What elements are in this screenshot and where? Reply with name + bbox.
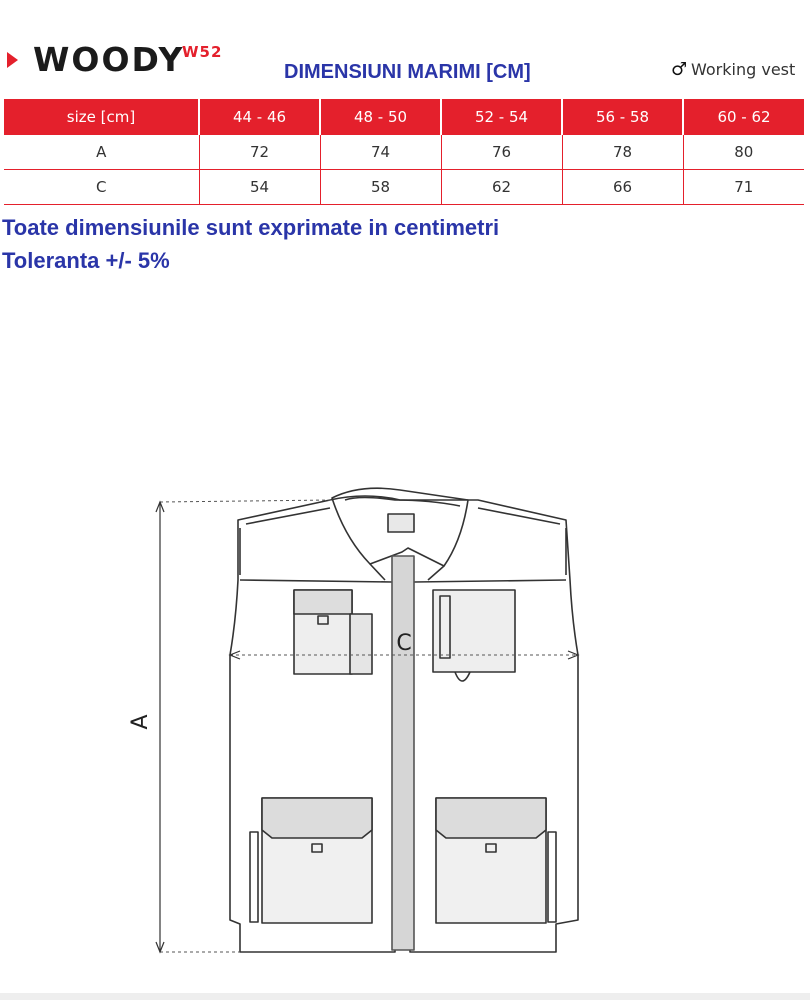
column-header: 56 - 58: [562, 99, 683, 135]
table-header-row: [4, 99, 804, 135]
product-code: W52: [182, 43, 223, 61]
tolerance-note: Toleranta +/- 5%: [2, 248, 170, 273]
footer-bar: [0, 993, 810, 1000]
row-label: A: [4, 135, 199, 170]
dimension-label-c: C: [396, 631, 412, 656]
size-table: [4, 99, 804, 205]
height-guide-top: [160, 500, 332, 502]
units-note: Toate dimensiunile sunt exprimate in centimetri: [2, 215, 500, 240]
table-cell: 62: [441, 170, 562, 205]
column-header: 52 - 54: [441, 99, 562, 135]
table-cell: 78: [562, 135, 683, 170]
table-row: [4, 135, 804, 170]
table-cell: 71: [683, 170, 804, 205]
column-header: 60 - 62: [683, 99, 804, 135]
header: [0, 0, 810, 95]
table-cell: 74: [320, 135, 441, 170]
vest-diagram: [120, 480, 600, 960]
table-cell: 72: [199, 135, 320, 170]
zipper-placket: [392, 556, 414, 950]
male-icon: ♂: [671, 59, 688, 80]
brand-arrow-icon: [7, 52, 18, 68]
table-cell: 54: [199, 170, 320, 205]
table-cell: 66: [562, 170, 683, 205]
page-title: DIMENSIUNI MARIMI [CM]: [284, 61, 531, 83]
column-header: 48 - 50: [320, 99, 441, 135]
column-header: 44 - 46: [199, 99, 320, 135]
row-label: C: [4, 170, 199, 205]
table-cell: 58: [320, 170, 441, 205]
brand-name: WOODY: [33, 40, 185, 79]
column-header: size [cm]: [4, 99, 199, 135]
table-cell: 80: [683, 135, 804, 170]
table-cell: 76: [441, 135, 562, 170]
product-type: Working vest: [691, 60, 796, 79]
table-row: [4, 170, 804, 205]
dimension-label-a: A: [128, 714, 153, 730]
